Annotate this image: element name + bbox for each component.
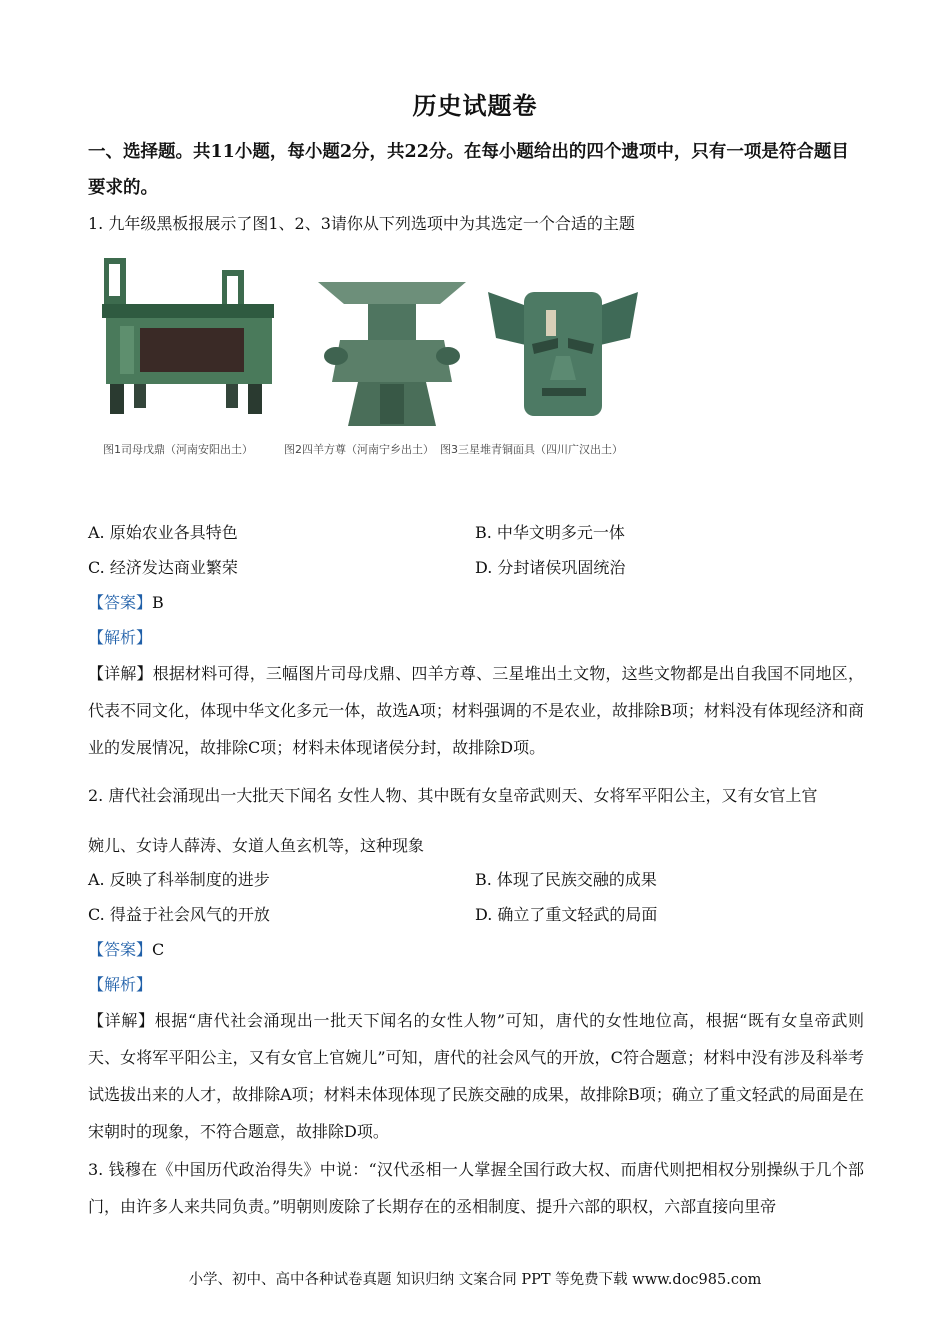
q1-option-d: D. 分封诸侯巩固统治 [475,558,626,577]
q1-analysis-label: 【解析】 [88,628,153,647]
answer-value: C [152,940,165,959]
q2-stem-line2: 婉儿、女诗人薛涛、女道人鱼玄机等，这种现象 [88,836,425,855]
q2-stem-line1: 2. 唐代社会涌现出一大批天下闻名 女性人物、其中既有女皇帝武则天、女将军平阳公主，又有女官上官 [88,786,818,805]
q1-answer [88,592,164,614]
q2-detail [88,1002,864,1150]
q1-figure [100,252,640,462]
page-footer: 小学、初中、高中各种试卷真题 知识归纳 文案合同 PPT 等免费下载 www.doc985.com [188,1272,762,1288]
q2-analysis-label: 【解析】 [88,975,153,994]
detail-text: 根据材料可得，三幅图片司母戊鼎、四羊方尊、三星堆出土文物，这些文物都是出自我国不同地区，代表不同文化，体现中华文化多元一体，故选A项；材料强调的不是农业，故排除B项；材料没有体现经济和商业的发展情况，故排除C项；材料未体现诸侯分封，故排除D项。 [88,664,864,757]
q1-option-b: B. 中华文明多元一体 [475,523,625,542]
q2-option-d: D. 确立了重文轻武的局面 [475,905,658,924]
detail-label: 【详解】 [88,664,153,683]
bronze-artifacts-illustration [100,252,640,432]
answer-label: 【答案】 [88,593,153,612]
figure-2-caption: 图2四羊方尊（河南宁乡出土） [284,443,434,456]
page-title: 历史试题卷 [412,91,538,120]
detail-text: 根据“唐代社会涌现出一批天下闻名的女性人物”可知，唐代的女性地位高，根据“既有女皇帝武则天、女将军平阳公主，又有女官上官婉儿”可知，唐代的社会风气的开放，C符合题意；材料中没有涉及科举考试选拔出来的人才，故排除A项；材料未体现体现了民族交融的成果，故排除B项；确立了重文轻武的局面是在宋朝时的现象，不符合题意，故排除D项。 [88,1011,864,1141]
section-heading: 一、选择题。共11小题，每小题2分，共22分。在每小题给出的四个遗项中，只有一项是符合题目要求的。 [88,142,849,198]
q3-stem: 3. 钱穆在《中国历代政治得失》中说：“汉代丞相一人掌握全国行政大权、而唐代则把相权分别操纵于几个部门，由许多人来共同负责。”明朝则废除了长期存在的丞相制度、提升六部的职权，六部直接向里帝 [88,1160,864,1216]
q1-option-a: A. 原始农业各具特色 [88,523,238,542]
bronze-mask-image [488,292,638,416]
q2-option-c: C. 得益于社会风气的开放 [88,905,270,924]
q1-option-c: C. 经济发达商业繁荣 [88,558,238,577]
answer-value: B [152,593,164,612]
square-zun-image [318,282,466,426]
answer-label: 【答案】 [88,940,153,959]
figure-3-caption: 图3三星堆青铜面具（四川广汉出土） [440,443,623,456]
q2-option-b: B. 体现了民族交融的成果 [475,870,657,889]
q1-detail [88,655,864,766]
q1-stem: 1. 九年级黑板报展示了图1、2、3请你从下列选项中为其选定一个合适的主题 [88,214,635,233]
q2-answer [88,939,164,961]
detail-label: 【详解】 [88,1011,155,1030]
q2-option-a: A. 反映了科举制度的进步 [88,870,270,889]
ding-vessel-image [102,258,274,414]
figure-1-caption: 图1司母戊鼎（河南安阳出土） [103,443,253,456]
